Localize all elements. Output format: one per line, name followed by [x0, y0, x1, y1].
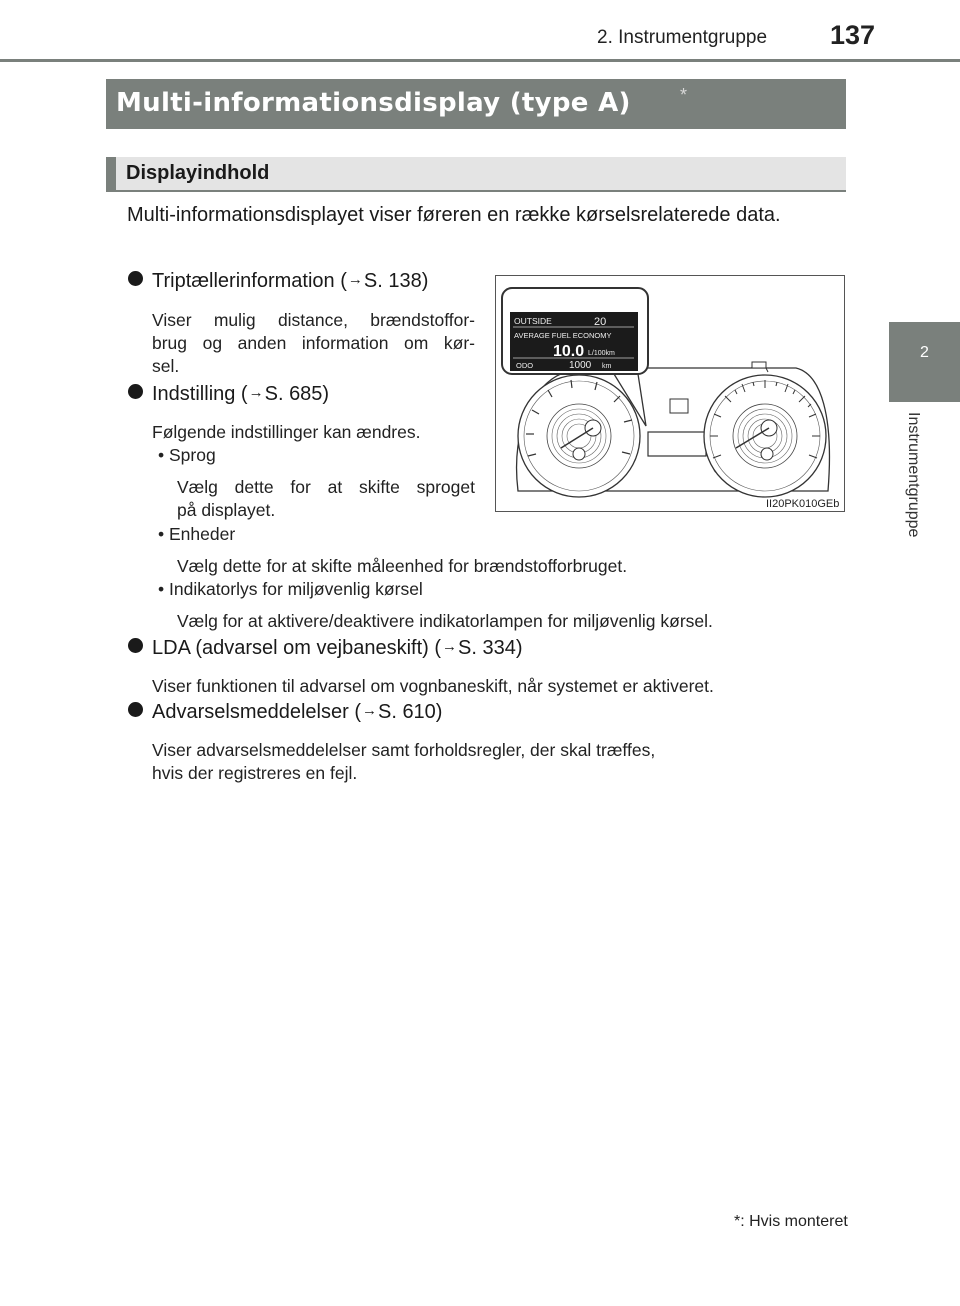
section-accent	[106, 157, 116, 192]
bullet-icon	[128, 271, 143, 286]
sub-item-description: Vælg for at aktivere/deaktivere indikatorlampen for miljøvenlig kørsel.	[177, 611, 713, 631]
page-reference[interactable]: S. 334)	[458, 637, 523, 659]
lcd-outside-label: OUTSIDE	[514, 316, 552, 326]
sub-item-description: Vælg dette for at skifte måleenhed for brændstofforbruget.	[177, 556, 628, 576]
sub-item-label: Sprog	[169, 445, 216, 465]
description-line: på displayet.	[177, 500, 276, 520]
description-line: hvis der registreres en fejl.	[152, 763, 358, 783]
page-reference[interactable]: S. 138)	[363, 270, 429, 292]
item-warnings	[128, 701, 442, 724]
chapter-tab	[889, 322, 960, 402]
description-line: sel.	[152, 356, 180, 376]
item-title: Indstilling (	[152, 383, 248, 405]
description-line: Viser mulig distance, brændstoffor-	[152, 310, 475, 330]
lcd-odo-value: 1000	[569, 360, 592, 371]
item-trip-info	[128, 270, 428, 293]
lcd-economy-value: 10.0	[553, 343, 585, 360]
item-settings	[128, 383, 329, 406]
lcd-odo-label: ODO	[516, 361, 534, 370]
lcd-outside-value: 20	[594, 316, 607, 328]
bullet-icon	[128, 702, 143, 717]
description-line: Viser advarselsmeddelelser samt forholdsregler, der skal træffes,	[152, 740, 656, 760]
item-lda	[128, 637, 523, 660]
item-description: Viser funktionen til advarsel om vognbaneskift, når systemet er aktiveret.	[152, 676, 714, 696]
footnote-text: : Hvis monteret	[740, 1213, 848, 1230]
lcd-odo-unit: km	[602, 363, 612, 370]
sub-item-eco-indicator: • Indikatorlys for miljøvenlig kørsel	[158, 579, 423, 599]
description-line: Vælg dette for at skifte sproget	[177, 477, 475, 497]
header-rule	[0, 59, 960, 62]
footnote-star: *	[734, 1213, 741, 1230]
item-description	[152, 309, 475, 378]
item-description: Følgende indstillinger kan ændres.	[152, 422, 421, 442]
item-title: LDA (advarsel om vejbaneskift) (	[152, 637, 442, 659]
item-title: Advarselsmeddelelser (	[152, 701, 361, 723]
intro-paragraph: Multi-informationsdisplayet viser føreren en række kørselsrelaterede data.	[127, 204, 781, 226]
bullet-icon	[128, 638, 143, 653]
figure-code: II20PK010GEb	[766, 498, 840, 510]
page-title-bar	[106, 79, 846, 129]
arrow-right-icon: →	[347, 271, 363, 288]
lcd-economy-unit: L/100km	[588, 350, 615, 357]
section-heading-bar	[106, 157, 846, 192]
chapter-tab-number: 2	[920, 344, 929, 361]
page-number: 137	[830, 20, 876, 50]
sub-item-label: Enheder	[169, 524, 236, 544]
section-heading: Displayindhold	[126, 162, 270, 184]
arrow-right-icon: →	[442, 638, 458, 655]
chapter-tab-label: Instrumentgruppe	[905, 412, 922, 538]
item-title: Triptællerinformation (	[152, 270, 347, 292]
lcd-economy-label: AVERAGE FUEL ECONOMY	[514, 331, 612, 340]
instrument-cluster-figure	[495, 275, 845, 512]
title-footnote-star: *	[680, 85, 688, 105]
description-line: brug og anden information om kør-	[152, 333, 475, 353]
page-title: Multi-informationsdisplay (type A)	[116, 88, 631, 118]
arrow-right-icon: →	[248, 384, 264, 401]
running-head: 2. Instrumentgruppe	[597, 27, 768, 48]
arrow-right-icon: →	[361, 702, 377, 719]
sub-item-units: • Enheder	[158, 524, 236, 544]
sub-item-description	[177, 476, 475, 522]
sub-item-language: • Sprog	[158, 445, 216, 465]
page-reference[interactable]: S. 685)	[264, 383, 330, 405]
instrument-cluster-illustration	[496, 276, 844, 511]
page-reference[interactable]: S. 610)	[377, 701, 443, 723]
sub-item-label: Indikatorlys for miljøvenlig kørsel	[169, 579, 423, 599]
bullet-icon	[128, 384, 143, 399]
item-description	[152, 739, 655, 785]
footnote	[734, 1213, 848, 1231]
